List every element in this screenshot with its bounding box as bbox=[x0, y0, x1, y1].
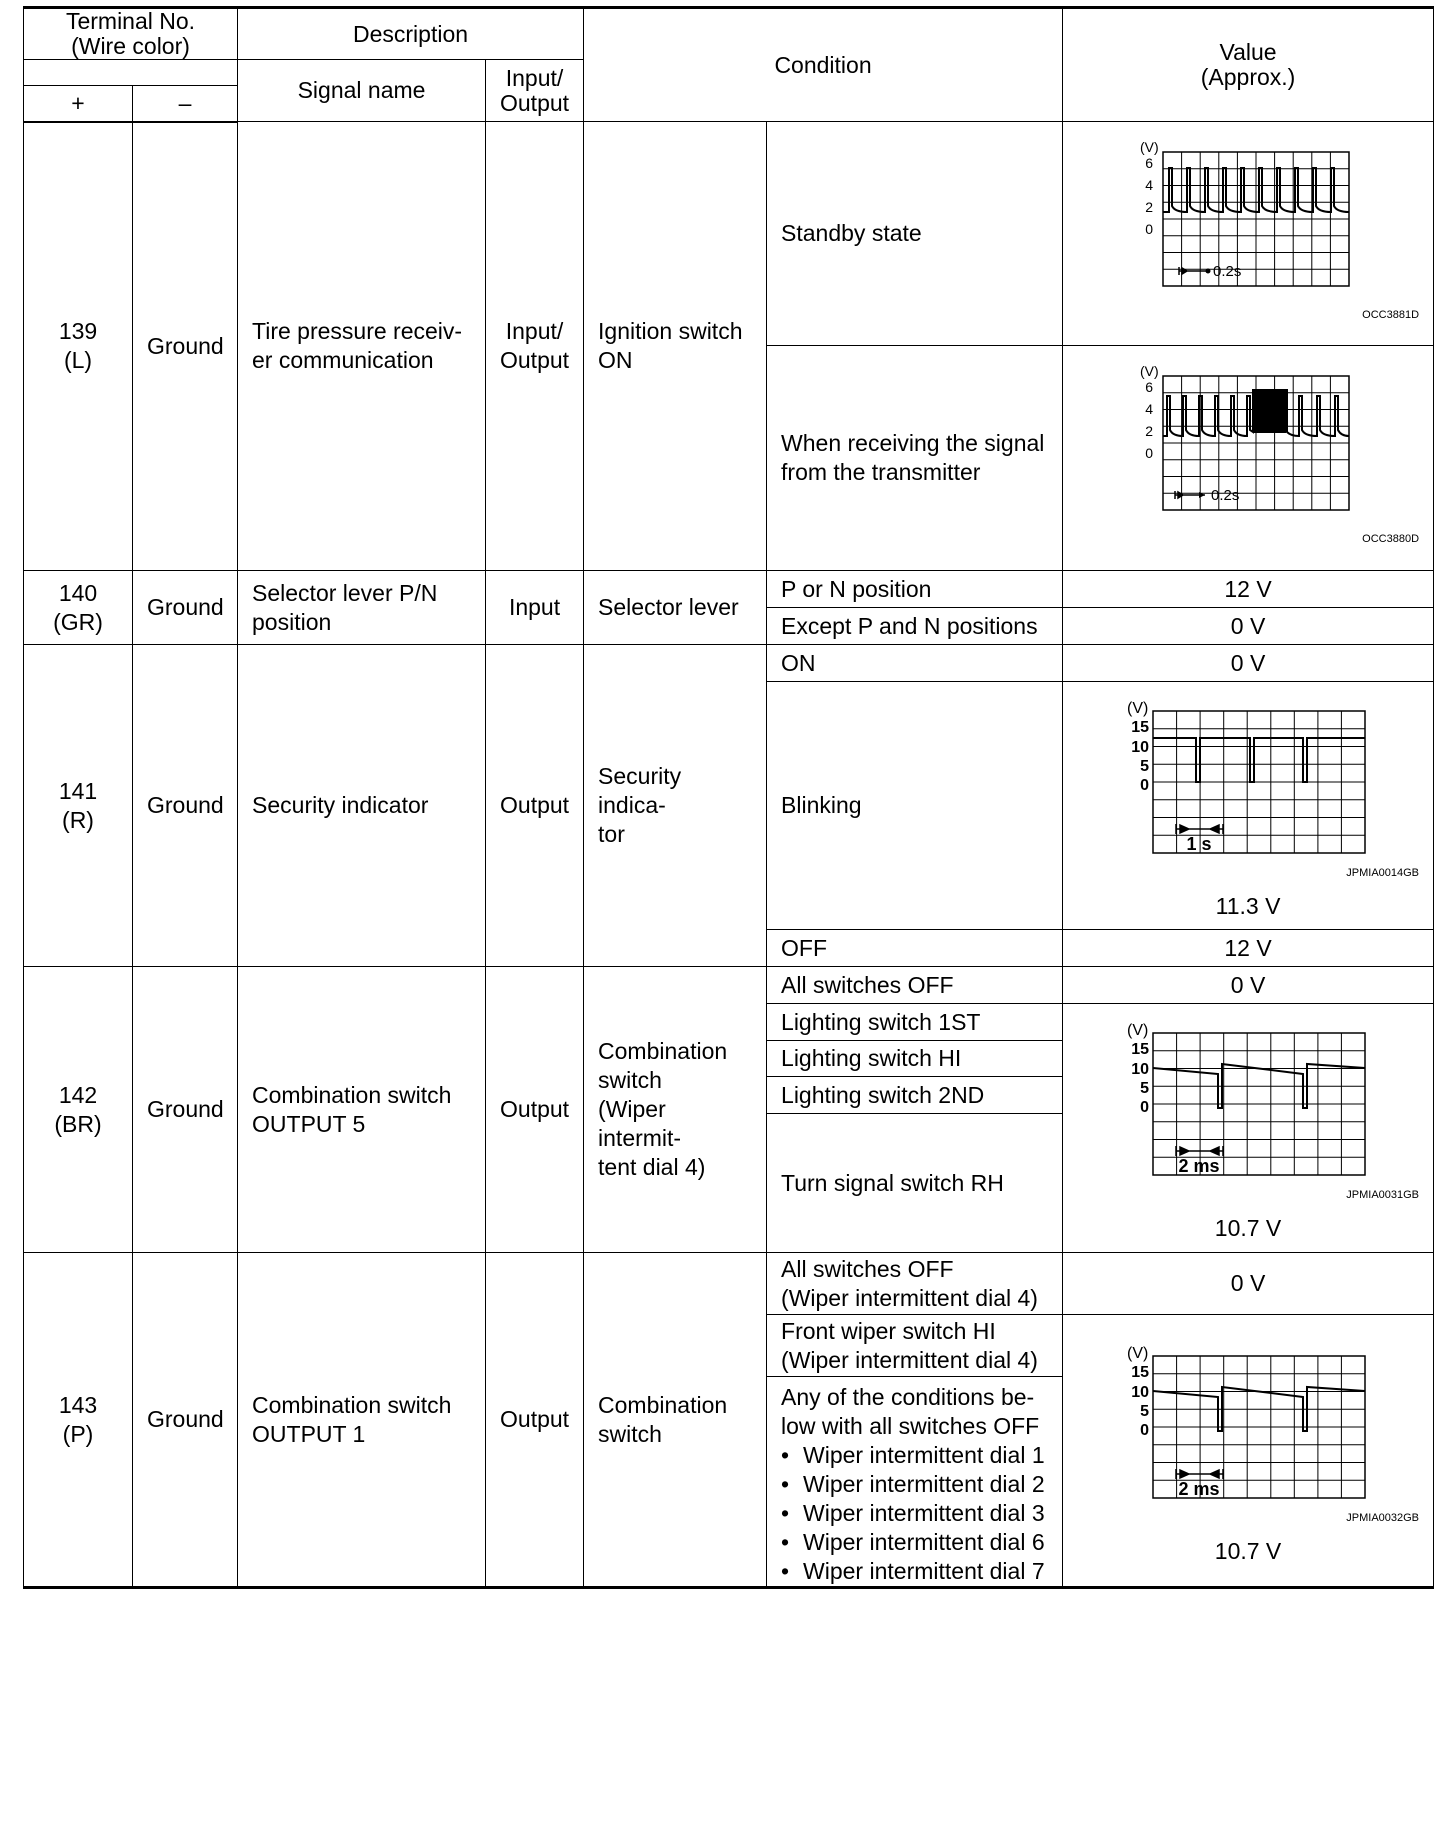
y-tick: 2 bbox=[1145, 198, 1154, 215]
y-tick: 0 bbox=[1140, 1421, 1150, 1439]
time-scale: 0.2s bbox=[1213, 262, 1242, 280]
y-tick: 5 bbox=[1140, 1080, 1150, 1097]
axis-unit: (V) bbox=[1127, 1344, 1149, 1362]
time-scale: 0.2s bbox=[1211, 487, 1240, 504]
y-tick: 15 bbox=[1131, 718, 1150, 736]
terminal-140 bbox=[24, 571, 133, 645]
header-value bbox=[1063, 8, 1434, 122]
time-scale: 2 ms bbox=[1178, 1478, 1220, 1499]
io-141: Output bbox=[486, 645, 584, 967]
graph-grid bbox=[1153, 1356, 1365, 1498]
signal-name-142 bbox=[238, 967, 486, 1253]
header-terminal-no bbox=[24, 8, 238, 60]
value-output1: 10.7 V bbox=[1214, 1537, 1282, 1564]
y-tick: 10 bbox=[1131, 1383, 1150, 1401]
signal-name-141: Security indicator bbox=[238, 645, 486, 967]
terminal-table bbox=[23, 6, 1434, 1589]
value-on: 0 V bbox=[1063, 645, 1434, 682]
ground-142: Ground bbox=[133, 967, 238, 1253]
signal-text: Combination switch OUTPUT 5 bbox=[252, 1081, 452, 1137]
scale-arrow bbox=[1179, 267, 1206, 275]
y-tick: 6 bbox=[1145, 154, 1154, 171]
axis-unit: (V) bbox=[1127, 699, 1149, 717]
waveform-cell-output1 bbox=[1063, 1315, 1434, 1588]
header-io-text: Input/ Output bbox=[500, 64, 570, 116]
terminal-141 bbox=[24, 645, 133, 967]
io-text: Input/ Output bbox=[500, 318, 570, 373]
condition-text: Combination switch (Wiper intermit- tent dial 4) bbox=[598, 1038, 728, 1180]
axis-unit: (V) bbox=[1140, 363, 1159, 379]
waveform-cell-standby bbox=[1063, 122, 1434, 346]
axis-unit: (V) bbox=[1140, 138, 1159, 155]
value-except-p-n: 0 V bbox=[1063, 608, 1434, 645]
header-terminal-label: Terminal No. bbox=[65, 8, 196, 34]
waveform-cell-blinking bbox=[1063, 682, 1434, 930]
value-off: 12 V bbox=[1063, 930, 1434, 967]
sub-condition-blinking: Blinking bbox=[767, 682, 1063, 930]
ground-141: Ground bbox=[133, 645, 238, 967]
sub-condition-lighting-2nd: Lighting switch 2ND bbox=[767, 1077, 1063, 1114]
header-condition: Condition bbox=[584, 8, 1063, 122]
list-item: • Wiper intermittent dial 3 bbox=[803, 1499, 1048, 1528]
wire-color: (BR) bbox=[54, 1110, 102, 1137]
condition-text: Combination switch bbox=[598, 1391, 728, 1447]
y-tick: 2 bbox=[1145, 423, 1154, 439]
list-item: • Wiper intermittent dial 1 bbox=[803, 1441, 1048, 1470]
condition-141 bbox=[584, 645, 767, 967]
y-tick: 10 bbox=[1131, 1061, 1150, 1078]
sub-condition-text: All switches OFF (Wiper intermittent dial 4) bbox=[781, 1255, 1038, 1311]
signal-name-139 bbox=[238, 122, 486, 571]
sub-condition-text: Front wiper switch HI (Wiper intermittent dial 4) bbox=[781, 1317, 1038, 1373]
scale-arrow bbox=[1176, 1469, 1223, 1479]
figure-code: JPMIA0032GB bbox=[1346, 1511, 1420, 1524]
time-scale: 2 ms bbox=[1178, 1156, 1220, 1176]
io-142: Output bbox=[486, 967, 584, 1253]
condition-140: Selector lever bbox=[584, 571, 767, 645]
ground-143: Ground bbox=[133, 1253, 238, 1588]
sub-condition-standby: Standby state bbox=[767, 122, 1063, 346]
scale-arrow bbox=[1176, 1146, 1223, 1156]
waveform-receiving bbox=[1123, 362, 1373, 527]
value-all-off: 0 V bbox=[1063, 967, 1434, 1004]
sub-condition-all-off: All switches OFF bbox=[767, 967, 1063, 1004]
y-tick: 4 bbox=[1145, 176, 1154, 193]
header-minus: – bbox=[133, 86, 238, 122]
sub-condition-on: ON bbox=[767, 645, 1063, 682]
signal-text: Tire pressure receiv- er communication bbox=[252, 318, 463, 373]
sub-condition-all-off-dial4 bbox=[767, 1253, 1063, 1315]
graph-grid bbox=[1153, 711, 1365, 853]
scale-arrow bbox=[1176, 824, 1223, 834]
condition-text: Ignition switch ON bbox=[598, 318, 743, 373]
y-tick: 4 bbox=[1145, 401, 1154, 417]
header-plus: + bbox=[24, 86, 133, 122]
terminal-143 bbox=[24, 1253, 133, 1588]
terminal-number: 142 bbox=[58, 1081, 98, 1108]
sub-condition-any-of bbox=[767, 1377, 1063, 1588]
waveform-cell-output5 bbox=[1063, 1004, 1434, 1253]
list-item: • Wiper intermittent dial 7 bbox=[803, 1557, 1048, 1586]
figure-code: OCC3880D bbox=[1362, 533, 1420, 545]
sub-condition-text: When receiving the signal from the transmitter bbox=[781, 430, 1045, 485]
condition-text: Security indica- tor bbox=[598, 763, 682, 847]
io-140: Input bbox=[486, 571, 584, 645]
header-signal-name: Signal name bbox=[238, 60, 486, 122]
condition-139 bbox=[584, 122, 767, 571]
terminal-142 bbox=[24, 967, 133, 1253]
y-tick: 0 bbox=[1140, 776, 1150, 794]
signal-text: Selector lever P/N position bbox=[252, 579, 438, 635]
figure-code: JPMIA0014GB bbox=[1346, 866, 1420, 879]
value-blinking: 11.3 V bbox=[1215, 892, 1281, 919]
terminal-number: 139 bbox=[58, 318, 98, 345]
wire-color: (R) bbox=[62, 806, 94, 833]
graph-grid bbox=[1153, 1033, 1365, 1175]
wire-color: (P) bbox=[62, 1420, 94, 1447]
terminal-number: 140 bbox=[58, 579, 98, 606]
figure-code: OCC3881D bbox=[1362, 308, 1420, 321]
list-item: • Wiper intermittent dial 6 bbox=[803, 1528, 1048, 1557]
io-139 bbox=[486, 122, 584, 571]
y-tick: 6 bbox=[1145, 379, 1154, 395]
terminal-139 bbox=[24, 122, 133, 571]
y-tick: 0 bbox=[1145, 220, 1154, 237]
waveform-trace bbox=[1163, 390, 1349, 436]
y-tick: 5 bbox=[1140, 1402, 1150, 1420]
value-all-off-dial4: 0 V bbox=[1063, 1253, 1434, 1315]
header-approx-label: (Approx.) bbox=[1200, 64, 1296, 90]
figure-code: JPMIA0031GB bbox=[1346, 1189, 1420, 1201]
value-output5: 10.7 V bbox=[1214, 1215, 1282, 1241]
sub-condition-p-or-n: P or N position bbox=[767, 571, 1063, 608]
wire-color: (GR) bbox=[53, 608, 103, 635]
header-value-label: Value bbox=[1219, 39, 1277, 65]
ground-139: Ground bbox=[133, 122, 238, 571]
condition-142 bbox=[584, 967, 767, 1253]
sub-condition-text: Any of the conditions be- low with all switches OFF bbox=[781, 1384, 1040, 1439]
value-p-or-n: 12 V bbox=[1063, 571, 1434, 608]
sub-condition-turn-signal-rh: Turn signal switch RH bbox=[767, 1114, 1063, 1253]
header-input-output bbox=[486, 60, 584, 122]
sub-condition-lighting-1st: Lighting switch 1ST bbox=[767, 1004, 1063, 1041]
sub-condition-off: OFF bbox=[767, 930, 1063, 967]
waveform-blinking bbox=[1113, 691, 1383, 861]
list-item: • Wiper intermittent dial 2 bbox=[803, 1470, 1048, 1499]
y-tick: 0 bbox=[1140, 1099, 1150, 1116]
sub-condition-lighting-hi: Lighting switch HI bbox=[767, 1041, 1063, 1077]
y-tick: 5 bbox=[1140, 757, 1150, 775]
signal-text: Combination switch OUTPUT 1 bbox=[252, 1391, 452, 1447]
y-tick: 10 bbox=[1131, 738, 1150, 756]
waveform-output5 bbox=[1113, 1013, 1383, 1183]
header-wire-color: (Wire color) bbox=[71, 33, 190, 59]
waveform-cell-receiving bbox=[1063, 346, 1434, 571]
y-tick: 15 bbox=[1131, 1363, 1150, 1381]
y-tick: 0 bbox=[1145, 445, 1154, 461]
ground-140: Ground bbox=[133, 571, 238, 645]
y-tick: 15 bbox=[1131, 1041, 1150, 1058]
waveform-trace bbox=[1153, 738, 1365, 782]
axis-unit: (V) bbox=[1127, 1022, 1149, 1039]
condition-143 bbox=[584, 1253, 767, 1588]
sub-condition-receiving bbox=[767, 346, 1063, 571]
header-description: Description bbox=[238, 8, 584, 60]
wiper-dial-list bbox=[781, 1441, 1048, 1586]
terminal-number: 141 bbox=[58, 777, 98, 804]
signal-name-143 bbox=[238, 1253, 486, 1588]
waveform-output1 bbox=[1113, 1336, 1383, 1506]
sub-condition-except-p-n: Except P and N positions bbox=[767, 608, 1063, 645]
sub-condition-front-wiper-hi bbox=[767, 1315, 1063, 1377]
time-scale: 1 s bbox=[1186, 833, 1212, 854]
io-143: Output bbox=[486, 1253, 584, 1588]
signal-name-140 bbox=[238, 571, 486, 645]
wire-color: (L) bbox=[63, 347, 93, 374]
waveform-standby bbox=[1123, 138, 1373, 303]
terminal-number: 143 bbox=[58, 1391, 98, 1418]
